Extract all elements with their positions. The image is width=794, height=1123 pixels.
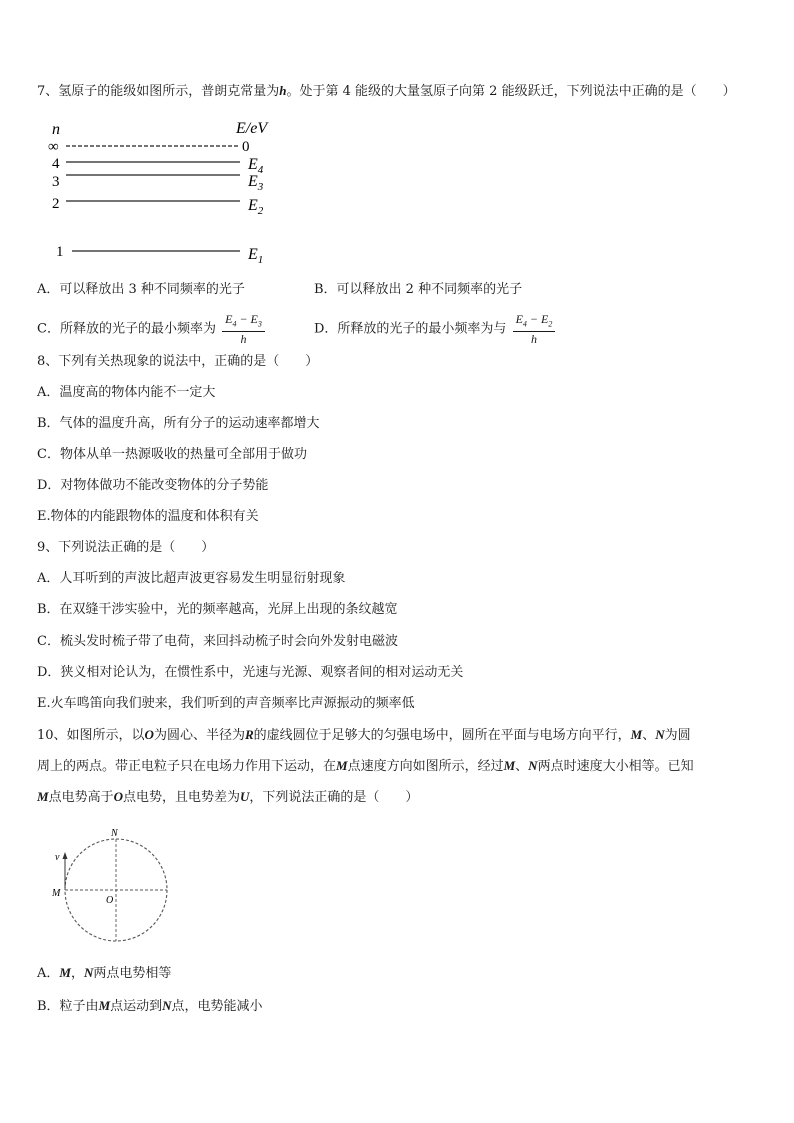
symbol-m: M [59,965,71,980]
q7-stem [37,82,736,101]
q10-text: ，下列说法正确的是（ ） [249,790,419,805]
level-4-energy: $E_4$ [248,156,264,176]
n-axis-label: n [52,121,60,138]
q10-text: B．粒子由 [37,999,99,1014]
q10-text: 、 [642,728,656,743]
q10-text: 点运动到 [110,999,163,1014]
q7-option-c-fraction [222,312,265,346]
infinity-label: ∞ [48,139,59,155]
q9-option-a: A．人耳听到的声波比超声波更容易发生明显衍射现象 [37,571,346,586]
q10-stem-line-2 [37,757,694,776]
symbol-m: M [37,789,49,804]
q10-text: 点电势，且电势差为 [122,790,240,805]
fraction-d-denominator: h [530,332,537,347]
symbol-m: M [503,758,516,773]
q9-option-b: B．在双缝干涉实验中，光的频率越高，光屏上出现的条纹越宽 [37,602,398,617]
q8-stem: 8、下列有关热现象的说法中，正确的是（ ） [37,354,319,369]
q10-option-b [37,997,263,1016]
q7-stem-text-b: 。处于第 4 能级的大量氢原子向第 2 能级跃迁，下列说法中正确的是（ ） [286,84,736,99]
symbol-m: M [98,998,111,1013]
level-2-n: 2 [52,196,60,212]
q7-option-d-text: D．所释放的光子的最小频率为与 [314,321,507,337]
q8-option-c: C．物体从单一热源吸收的热量可全部用于做功 [37,447,307,462]
symbol-u: U [239,789,250,804]
q9-stem: 9、下列说法正确的是（ ） [37,540,215,555]
level-3-n: 3 [52,174,60,190]
circle-field-diagram [44,822,174,950]
q10-text: 两点电势相等 [93,966,172,981]
v-label: v [55,852,60,863]
q10-text: 、 [515,759,529,774]
q7-option-b: B．可以释放出 2 种不同频率的光子 [314,282,523,297]
q10-text: 周上的两点。带正电粒子只在电场力作用下运动，在 [37,759,337,774]
symbol-o: O [144,727,154,742]
level-2-energy: $E_2$ [248,197,264,217]
q10-text: 点电势高于 [48,790,114,805]
q10-stem-line-3 [37,788,418,807]
q10-text: 两点时速度大小相等。已知 [537,759,694,774]
symbol-n: N [83,965,94,980]
q10-text: 点，电势能减小 [171,999,263,1014]
symbol-n: N [162,998,172,1013]
n-point-label: N [111,828,118,839]
q9-option-e: E.火车鸣笛向我们驶来，我们听到的声音频率比声源振动的频率低 [37,696,415,711]
q10-text: 的虚线圆位于足够大的匀强电场中，圆所在平面与电场方向平行， [253,728,631,743]
velocity-arrowhead [63,852,68,859]
q7-stem-text-a: 7、氢原子的能级如图所示，普朗克常量为 [37,84,280,99]
symbol-m: M [630,727,643,742]
symbol-n: N [528,758,538,773]
symbol-r: R [244,727,254,742]
q10-option-a [37,964,171,983]
fraction-c-numerator: $E_4 - E_3$ [222,312,265,332]
q7-option-c-text: C．所释放的光子的最小频率为 [37,321,216,337]
q8-option-a: A．温度高的物体内能不一定大 [37,385,216,400]
level-4-n: 4 [52,156,60,172]
q9-option-d: D．狭义相对论认为，在惯性系中，光速与光源、观察者间的相对运动无关 [37,665,464,680]
symbol-o: O [113,789,123,804]
q8-option-e: E.物体的内能跟物体的温度和体积有关 [37,509,259,524]
q9-option-c: C．梳头发时梳子带了电荷，来回抖动梳子时会向外发射电磁波 [37,634,398,649]
q10-stem-line-1 [37,726,691,745]
q10-text: A． [37,966,60,981]
zero-energy-label: 0 [242,139,250,155]
q7-planck-symbol: h [279,83,287,98]
energy-level-diagram [40,116,290,268]
symbol-n: N [655,727,665,742]
q10-text: ， [70,966,84,981]
fraction-d-numerator: $E_4 - E_2$ [513,312,556,332]
level-1-energy: $E_1$ [248,246,264,266]
q10-text: 为圆 [664,728,691,743]
q10-text: 点速度方向如图所示，经过 [347,759,504,774]
m-point-label: M [52,888,61,899]
o-center-label: O [106,895,114,906]
q7-option-a: A．可以释放出 3 种不同频率的光子 [37,282,245,297]
q7-option-d [314,312,555,346]
q8-option-d: D．对物体做功不能改变物体的分子势能 [37,478,269,493]
q7-option-d-fraction [513,312,556,346]
q8-option-b: B．气体的温度升高，所有分子的运动速率都增大 [37,416,320,431]
q7-option-c [37,312,265,346]
energy-axis-label: E/eV [236,120,268,137]
q10-text: 10、如图所示，以 [37,728,145,743]
symbol-m: M [336,758,348,773]
level-1-n: 1 [56,244,64,260]
q10-text: 为圆心、半径为 [153,728,245,743]
fraction-c-denominator: h [240,332,247,347]
level-3-energy: $E_3$ [248,173,264,193]
